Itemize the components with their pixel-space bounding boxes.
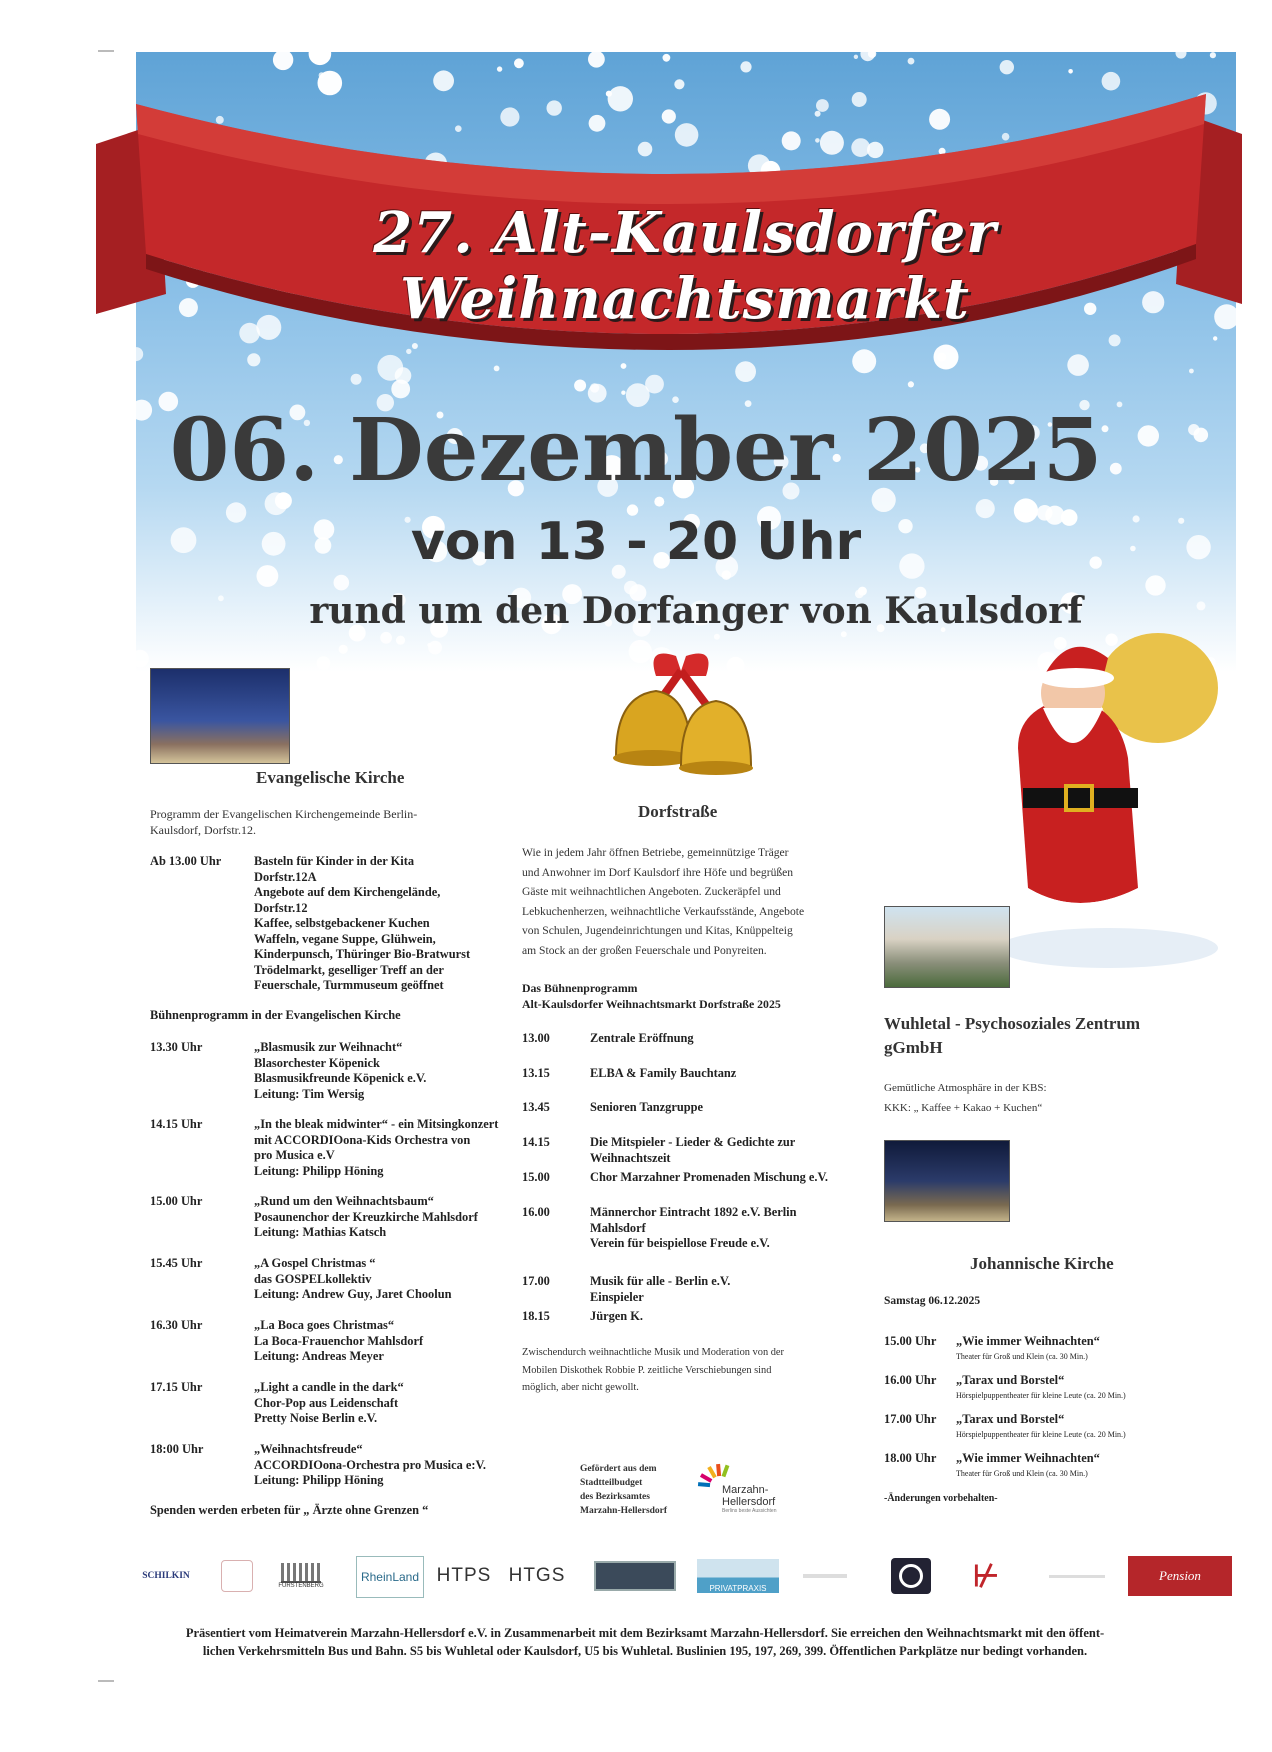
snowflake-dot <box>317 656 331 670</box>
church-photo <box>150 668 290 764</box>
item-sub: Hörspielpuppentheater für kleine Leute (ca. 20 Min.) <box>956 1390 1126 1400</box>
left-stage-heading: Bühnenprogramm in der Evangelischen Kirche <box>150 1008 401 1022</box>
text-line: KKK: „ Kaffee + Kakao + Kuchen“ <box>884 1102 1043 1114</box>
logo-text: FÜRSTENBERG <box>278 1583 324 1589</box>
logo-text: PRIVATPRAXIS <box>697 1559 779 1593</box>
snowflake-dot <box>433 70 454 91</box>
snowflake-dot <box>908 58 915 65</box>
johannische-date: Samstag 06.12.2025 <box>884 1295 981 1307</box>
item-line: Waffeln, vegane Suppe, Glühwein, <box>254 931 436 946</box>
item-line: Basteln für Kinder in der Kita <box>254 854 415 868</box>
item-time: 18.15 <box>522 1309 550 1323</box>
intro-line: Programm der Evangelischen Kirchengemeinde Berlin- <box>150 807 418 821</box>
title-line: gGmbH <box>884 1038 943 1057</box>
intro-line: Gäste mit weihnachtlichen Angeboten. Zuckeräpfel und <box>522 885 781 898</box>
logo-line: Marzahn- <box>722 1484 769 1496</box>
snowflake-dot <box>497 66 502 71</box>
item-sub: Theater für Groß und Klein (ca. 30 Min.) <box>956 1468 1088 1478</box>
item-line: Leitung: Philipp Höning <box>254 1163 384 1178</box>
marzahn-hellersdorf-logo <box>696 1462 806 1522</box>
funding-line: des Bezirksamtes <box>580 1492 650 1502</box>
middle-program-item <box>522 1100 852 1120</box>
middle-program-item <box>522 1135 852 1171</box>
snowflake-dot <box>247 353 260 366</box>
snowflake-dot <box>854 55 858 59</box>
logo-schilkin: SCHILKIN <box>142 1571 190 1581</box>
event-location: rund um den Dorfanger von Kaulsdorf <box>309 590 1083 632</box>
changes-note: -Änderungen vorbehalten- <box>884 1493 998 1504</box>
snowflake-dot <box>334 575 350 591</box>
item-line: Musik für alle - Berlin e.V. <box>590 1274 731 1288</box>
snowflake-dot <box>621 391 625 395</box>
snowflake-dot <box>428 641 442 655</box>
item-line: ACCORDIOona-Orchestra pro Musica e:V. <box>254 1457 486 1472</box>
left-program-item <box>150 1318 520 1373</box>
crest-icon <box>221 1560 253 1592</box>
item-line: Trödelmarkt, geselliger Treff an der <box>254 962 444 977</box>
wuhletal-building-photo <box>884 906 1010 988</box>
snowflake-dot <box>1000 60 1014 74</box>
middle-intro <box>522 843 804 960</box>
intro-line: von Schulen, Jugendeinrichtungen und Kitas, Knüppelteig <box>522 924 793 937</box>
item-line: „Weihnachtsfreude“ <box>254 1442 363 1456</box>
item-line: Verein für beispiellose Freude e.V. <box>590 1236 770 1250</box>
item-time: 15.45 Uhr <box>150 1256 203 1270</box>
item-line: Die Mitspieler - Lieder & Gedichte zur <box>590 1135 796 1149</box>
item-time: 13.00 <box>522 1031 550 1045</box>
item-line: Männerchor Eintracht 1892 e.V. Berlin <box>590 1205 797 1219</box>
item-time: Ab 13.00 Uhr <box>150 854 222 868</box>
snowflake-dot <box>860 52 875 61</box>
left-intro <box>150 806 417 838</box>
snowflake-dot <box>735 361 756 382</box>
left-program-item <box>150 1442 520 1497</box>
heading-line: Alt-Kaulsdorfer Weihnachtsmarkt Dorfstraße 2025 <box>522 997 781 1011</box>
section-title-johannische-kirche: Johannische Kirche <box>970 1254 1114 1273</box>
snowflake-dot <box>1068 69 1073 74</box>
note-line: Mobilen Diskothek Robbie P. zeitliche Verschiebungen sind <box>522 1364 772 1376</box>
item-line: Leitung: Philipp Höning <box>254 1473 384 1487</box>
item-line: Senioren Tanzgruppe <box>590 1100 704 1114</box>
section-title-dorfstrasse: Dorfstraße <box>638 802 718 821</box>
middle-program-item <box>522 1309 852 1329</box>
snowflake-dot <box>136 650 149 668</box>
faint-mark <box>803 1574 847 1578</box>
middle-program-item <box>522 1170 852 1190</box>
snowflake-dot <box>574 380 586 392</box>
wuhletal-text <box>884 1078 1047 1118</box>
snowflake-dot <box>351 374 362 385</box>
footer-line: Präsentiert vom Heimatverein Marzahn-Hellersdorf e.V. in Zusammenarbeit mit dem Bezirksamt Marzahn-Hellersdorf. Sie erreichen den Weihnachtsmarkt mit den öffent- <box>185 1626 1105 1640</box>
snowflake-dot <box>1176 52 1187 59</box>
item-line: „Rund um den Weihnachtsbaum“ <box>254 1194 434 1208</box>
middle-program-item <box>522 1205 852 1257</box>
snowflake-dot <box>1067 354 1089 376</box>
item-line: ELBA & Family Bauchtanz <box>590 1066 737 1080</box>
item-line: mit ACCORDIOona-Kids Orchestra von <box>254 1132 471 1147</box>
wheelchair-icon <box>891 1558 931 1594</box>
left-first-item <box>150 854 510 1004</box>
item-time: 18.00 Uhr <box>884 1451 937 1465</box>
note-line: Zwischendurch weihnachtliche Musik und Moderation von der <box>522 1347 785 1358</box>
left-program-item <box>150 1117 520 1187</box>
item-time: 17.15 Uhr <box>150 1380 203 1394</box>
funding-line: Gefördert aus dem <box>580 1464 657 1474</box>
left-program-item <box>150 1380 520 1435</box>
snowflake-dot <box>588 52 605 68</box>
left-program-item <box>150 1194 520 1249</box>
snowflake-dot <box>908 381 914 387</box>
crop-mark <box>98 50 114 52</box>
middle-note <box>522 1344 784 1397</box>
snowflake-dot <box>458 669 462 672</box>
text-line: Gemütliche Atmosphäre in der KBS: <box>884 1082 1047 1094</box>
event-title: 27. Alt-Kaulsdorfer Weihnachtsmarkt <box>373 200 997 332</box>
snowflake-dot <box>1102 72 1121 91</box>
right-program-item <box>884 1451 1184 1485</box>
item-time: 15.00 <box>522 1170 550 1184</box>
snowflake-dot <box>621 363 627 369</box>
logo-htgs: HTGS <box>508 1565 566 1586</box>
item-time: 16.00 <box>522 1205 550 1219</box>
snowflake-dot <box>645 375 664 394</box>
snowflake-dot <box>380 632 392 644</box>
item-time: 14.15 Uhr <box>150 1117 203 1131</box>
item-line: Leitung: Andreas Meyer <box>254 1349 384 1363</box>
middle-program-item <box>522 1031 852 1051</box>
snowflake-dot <box>590 383 599 392</box>
item-time: 18:00 Uhr <box>150 1442 204 1456</box>
item-line: Mahlsdorf <box>590 1220 646 1235</box>
snowflake-dot <box>396 636 405 645</box>
item-line: Einspieler <box>590 1289 644 1304</box>
item-line: das GOSPELkollektiv <box>254 1271 372 1286</box>
intro-line: Wie in jedem Jahr öffnen Betriebe, gemeinnützige Träger <box>522 846 789 859</box>
snowflake-dot <box>1145 575 1165 595</box>
logo-disability <box>886 1556 936 1596</box>
snowflake-dot <box>740 61 751 72</box>
right-program-item <box>884 1412 1184 1446</box>
logo-line: Hellersdorf <box>722 1496 776 1508</box>
item-line: Dorfstr.12A <box>254 869 317 884</box>
circle-glyph <box>899 1564 923 1588</box>
funding-note <box>580 1462 667 1518</box>
intro-line: und Anwohner im Dorf Kaulsdorf ihre Höfe und begrüßen <box>522 865 794 879</box>
item-line: Angebote auf dem Kirchengelände, <box>254 885 441 899</box>
item-time: 17.00 Uhr <box>884 1412 937 1426</box>
item-line: „Light a candle in the dark“ <box>254 1380 404 1394</box>
snowflake-dot <box>1189 369 1194 374</box>
logo-faint-text <box>1046 1556 1108 1596</box>
item-title: „Wie immer Weihnachten“ <box>956 1334 1100 1348</box>
logo-fuerstenberg <box>274 1556 328 1596</box>
item-line: La Boca-Frauenchor Mahlsdorf <box>254 1333 424 1348</box>
middle-program-item <box>522 1066 852 1086</box>
logo-line: Berlins beste Aussichten <box>722 1508 777 1514</box>
sign-icon <box>594 1561 676 1591</box>
logo-h-mark <box>956 1556 1016 1596</box>
item-title: „Tarax und Borstel“ <box>956 1373 1065 1387</box>
right-program-item <box>884 1334 1184 1368</box>
sponsor-logos <box>134 1556 1234 1600</box>
snowflake-dot <box>494 366 500 372</box>
snowflake-dot <box>377 355 403 381</box>
snowflake-dot <box>674 79 684 89</box>
snowflake-dot <box>1197 601 1206 610</box>
item-time: 15.00 Uhr <box>884 1334 937 1348</box>
item-time: 14.15 <box>522 1135 550 1149</box>
item-time: 15.00 Uhr <box>150 1194 203 1208</box>
item-line: Leitung: Mathias Katsch <box>254 1225 387 1239</box>
district-logo-text <box>722 1484 776 1515</box>
item-line: Leitung: Tim Wersig <box>254 1086 365 1101</box>
item-line: Jürgen K. <box>590 1309 644 1323</box>
snowflake-dot <box>339 645 348 654</box>
item-line: Chor Marzahner Promenaden Mischung e.V. <box>590 1170 828 1184</box>
snowflake-dot <box>391 380 410 399</box>
item-line: Kaffee, selbstgebackener Kuchen <box>254 916 430 930</box>
left-program-item <box>150 1040 520 1110</box>
snowflake-dot <box>514 58 524 68</box>
footer-text <box>150 1624 1140 1660</box>
item-time: 16.30 Uhr <box>150 1318 203 1332</box>
item-line: Kinderpunsch, Thüringer Bio-Bratwurst <box>254 947 471 961</box>
item-line: Blasorchester Köpenick <box>254 1055 380 1070</box>
heading-line: Das Bühnenprogramm <box>522 981 638 995</box>
market-night-photo <box>884 1140 1010 1222</box>
item-time: 13.45 <box>522 1100 550 1114</box>
logo-rheinland: RheinLand <box>356 1556 424 1598</box>
item-time: 17.00 <box>522 1274 550 1288</box>
logo-htps: HTPS <box>436 1565 492 1586</box>
intro-line: Kaulsdorf, Dorfstr.12. <box>150 823 256 837</box>
logo-pension: Pension <box>1128 1556 1232 1596</box>
intro-line: am Stock an der großen Feuerschale und Ponyreiten. <box>522 943 767 957</box>
item-line: „La Boca goes Christmas“ <box>254 1318 395 1332</box>
item-sub: Hörspielpuppentheater für kleine Leute (ca. 20 Min.) <box>956 1429 1126 1439</box>
item-time: 13.15 <box>522 1066 550 1080</box>
footer-line: lichen Verkehrsmitteln Bus und Bahn. S5 bis Wuhletal oder Kaulsdorf, U5 bis Wuhletal. Buslinien 195, 197, 269, 399. Öffentlichen Parkplätze nur bedingt vorhanden. <box>202 1644 1088 1658</box>
item-line: Chor-Pop aus Leidenschaft <box>254 1395 399 1410</box>
item-line: Weihnachtszeit <box>590 1150 671 1165</box>
right-program-item <box>884 1373 1184 1407</box>
item-line: „In the bleak midwinter“ - ein Mitsingkonzert <box>254 1117 499 1131</box>
item-title: „Wie immer Weihnachten“ <box>956 1451 1100 1465</box>
item-line: Zentrale Eröffnung <box>590 1031 694 1045</box>
snowflake-dot <box>218 595 224 601</box>
item-line: „A Gospel Christmas “ <box>254 1256 376 1270</box>
item-line: pro Musica e.V <box>254 1148 335 1162</box>
item-line: Blasmusikfreunde Köpenick e.V. <box>254 1071 427 1085</box>
snowflake-dot <box>319 72 325 78</box>
middle-program-item <box>522 1274 852 1310</box>
event-hours: von 13 - 20 Uhr <box>410 512 862 572</box>
building-icon <box>281 1563 321 1583</box>
intro-line: Lebkuchenherzen, weihnachtliche Verkaufsstände, Angebote <box>522 904 805 918</box>
title-line: Wuhletal - Psychosoziales Zentrum <box>884 1014 1141 1033</box>
item-line: Dorfstr.12 <box>254 900 308 915</box>
item-time: 16.00 Uhr <box>884 1373 937 1387</box>
logo-faint <box>800 1556 850 1596</box>
item-title: „Tarax und Borstel“ <box>956 1412 1065 1426</box>
section-title-evangelische-kirche: Evangelische Kirche <box>256 768 405 787</box>
snowflake-dot <box>1210 52 1216 58</box>
item-line: Leitung: Andrew Guy, Jaret Choolun <box>254 1287 452 1301</box>
middle-stage-heading <box>522 980 781 1012</box>
item-sub: Theater für Groß und Klein (ca. 30 Min.) <box>956 1351 1088 1361</box>
logo-building-sign <box>594 1556 676 1596</box>
snowflake-dot <box>852 349 876 373</box>
logo-privatpraxis <box>696 1556 780 1596</box>
item-line: „Blasmusik zur Weihnacht“ <box>254 1040 403 1054</box>
left-program-item <box>150 1256 520 1311</box>
section-title-wuhletal <box>884 1012 1140 1060</box>
crop-mark <box>98 1680 114 1682</box>
item-line: Posaunenchor der Kreuzkirche Mahlsdorf <box>254 1209 478 1224</box>
item-line: Feuerschale, Turmmuseum geöffnet <box>254 978 444 992</box>
snowflake-dot <box>273 52 293 70</box>
logo-small-crest <box>214 1556 260 1596</box>
snowflake-dot <box>663 54 671 62</box>
faint-mark <box>1049 1575 1105 1578</box>
funding-line: Marzahn-Hellersdorf <box>580 1506 668 1516</box>
snowflake-dot <box>841 631 847 637</box>
item-line: Pretty Noise Berlin e.V. <box>254 1411 378 1425</box>
snowflake-dot <box>309 52 332 65</box>
christmas-bells-icon <box>586 636 776 786</box>
santa-claus-icon <box>998 628 1228 968</box>
funding-line: Stadtteilbudget <box>580 1478 643 1488</box>
event-date: 06. Dezember 2025 <box>169 400 1103 501</box>
item-time: 13.30 Uhr <box>150 1040 203 1054</box>
note-line: möglich, aber nicht gewollt. <box>522 1382 639 1393</box>
h-icon: ⊬ <box>972 1559 1000 1593</box>
donation-note: Spenden werden erbeten für „ Ärzte ohne Grenzen “ <box>150 1503 429 1517</box>
